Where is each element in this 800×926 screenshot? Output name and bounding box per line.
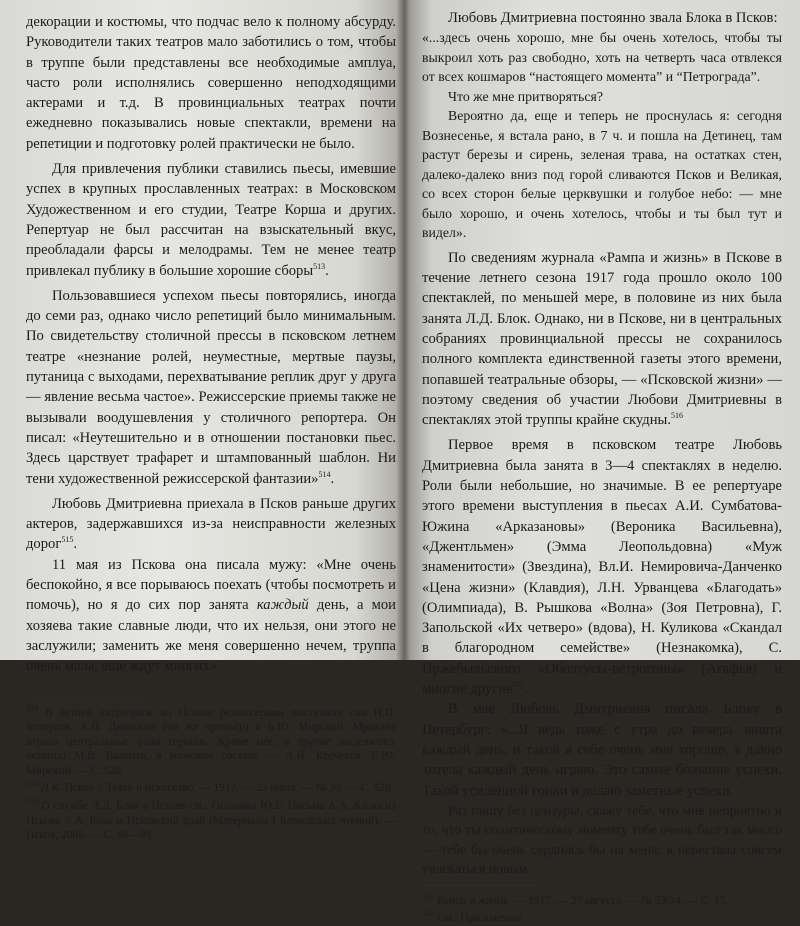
footnote-ref: 514 bbox=[318, 469, 331, 479]
footnote-ref: 517 bbox=[512, 680, 525, 690]
footnote: $^{516}$ Рампа и жизнь. — 1917. — 27 августа. — № 33/34. — С. 15. bbox=[422, 892, 729, 907]
footnote-ref: 516 bbox=[671, 411, 683, 421]
paragraph: По сведениям журнала «Рампа и жизнь» в Пскове в течение летнего сезона 1917 года прошло около 100 спектаклей, по меньшей мере, в половине из них была занята Л.Д. Блок. Однако, ни в Пскове, ни в центральных собраниях провинциальной прессы не сохранилось полного комплекта единственной газеты этого времени, попавшей театральные обзоры, — «Псковской жизни» — поэтому сведения об участии Любови Дмитриевны в спектаклях этой труппы крайне скудны.$^{516}$ bbox=[422, 249, 782, 429]
paragraph: Для привлечения публики ставились пьесы, имевшие успех в крупных прославленных театрах: в Московском Художественном и его студии, Театре Корша и других. Репертуар не был рассчитан на взыскательный вкус, преобладали фарсы и мелодрамы. Тем не менее театр привлекал публику в большие хорошие сборы$^{513}$. bbox=[26, 161, 396, 279]
footnote: $^{515}$ О службе Л.Д. Блок в Пскове см.: Галанина Ю.Е. Письма А.А. Блока из Пскова // А. Блок и Псковский край (Материалы I Блоковских чтений). — Псков, 2005. — С. 86—99. bbox=[26, 797, 396, 842]
footnote: $^{514}$ Л.К. Псков // Театр и искусство. — 1917. — 23 июля. — № 30. — С. 520. bbox=[26, 779, 394, 795]
right-body bbox=[422, 8, 782, 879]
paragraph: Любовь Дмитриевна постоянно звала Блока в Псков: bbox=[448, 10, 778, 26]
right-page bbox=[404, 0, 800, 925]
footnote-rule bbox=[26, 697, 146, 698]
paragraph: декорации и костюмы, что подчас вело к полному абсурду. Руководители таких театров мало заботились о том, чтобы в труппе были представлены все необходимые амплуа, часто роли исполнялись совершенно неподходящими актерами и т.д. В провинциальных театрах почти ежедневно показывались новые спектакли, времени на репетиции и подготовку ролей практически не было. bbox=[26, 14, 396, 152]
quote-paragraph: Вероятно да, еще и теперь не проснулась я: сегодня Вознесенье, я встала рано, в 7 ч. и пошла на Детинец, там растут березы и сирень, зеленая трава, на остатках стен, далеко-далеко вниз под горой сливаются Псков и Великая, со всех сторон белые церквушки и голубое небо: — мне было хорошо, и очень хотелось, чтобы и ты был тут и видел». bbox=[422, 108, 782, 241]
quote-paragraph: Что же мне притворяться? bbox=[448, 88, 603, 104]
left-body bbox=[26, 12, 396, 677]
quote-paragraph: «...здесь очень хорошо, мне бы очень хотелось, чтобы ты выкроил хоть раз свободно, хоть на четверть часа отвлекся от всех кошмаров “настоящего момента” и “Петрограда”. bbox=[422, 30, 782, 85]
left-page bbox=[0, 0, 404, 842]
book-gutter bbox=[396, 0, 410, 660]
paragraph: Любовь Дмитриевна приехала в Псков раньше других актеров, задержавшихся из-за неисправности железных дорог$^{515}$. bbox=[26, 495, 396, 553]
footnote-ref: 515 bbox=[61, 535, 74, 545]
italic-word: каждый bbox=[256, 597, 309, 614]
paragraph: В мае Любовь Дмитриевна писала Блоку в Петербург: «...Я ведь тоже с утра до вечера занята каждый день, и такой я себе очень мне хорошо, я давно хотела каждый день играю. Это самые большие успехи. Такой усиленной гонки и делаю заметные успехи. bbox=[422, 701, 782, 799]
paragraph: 11 мая из Пскова она писала мужу: «Мне очень беспокойно, я все порываюсь поехать (чтобы посмотреть и помочь), но я до сих пор занята каждый день, а мои хозяева такие славные люди, что их нельзя, они этого не заслужили; заменить же меня совершенно нечем, труппа очень мала, еще ждут многих». bbox=[26, 556, 396, 675]
paragraph: Пользовавшиеся успехом пьесы повторялись, иногда до семи раз, однако число репетиций было минимальным. По свидетельству столичной прессы в псковском летнем театре «незнание ролей, неуместные, мертвые паузы, путаница с выходами, перехватывание реплик друг у друга — явление весьма частое». Режиссерские приемы также не вызывали воодушевления у столичного репортера. Он писал: «Неутешительно и в отношении постановки пьес. Здесь царствует трафарет и штампованный шаблон. Ни тени художественной режиссерской фантазии»$^{514}$. bbox=[26, 287, 396, 487]
footnote: $^{513}$ В летней антрепризе во Пскове режиссерами выступали сам Н.П. Белоусов, А.П. Двинский (он же премьер) и Б.Ю. Мирский. Мравина играла центральные роли героинь. Кроме нее, в труппе выделялись актрисы М.В. Валента, в мужском составе — А.И. Кречетов, Е.Ю. Мирский. — С. 520. bbox=[26, 703, 396, 777]
left-footnotes bbox=[26, 703, 396, 843]
footnote-rule bbox=[422, 885, 542, 886]
footnote: $^{517}$ См.: Приложение. bbox=[422, 909, 525, 925]
right-footnotes bbox=[422, 894, 782, 926]
paragraph: Первое время в псковском театре Любовь Дмитриевна была занята в 3—4 спектаклях в неделю. Роли были небольшие, но значимые. В ее репертуаре этого времени выступления в пьесах А.И. Сумбатова-Южина «Арказановы» (Вероника Васильевна), «Джентльмен» (Эмма Леопольдовна) «Муж знаменитости» (Звездина), Вл.И. Немировича-Данченко «Цена жизни» (Клавдия), Л.Н. Урванцева «Благодать» (Олимпиада), В. Рышкова «Волна» (Зоя Петровна), Г. Запольской «Их четверо» (вдова), Н. Куликова «Скандал в благородном семействе» (Незнакомка), С. Пржебыльского «Оболтусы-ветрогоны» (Агафья) и многие другие$^{517}$. bbox=[422, 437, 782, 698]
quote-paragraph: Раз пишу без цензуры, скажу тебе, что мне неприятно и то, что ты политическому моменту тебе очень был так много — тебе бы очень сердился бы на меня: я перестала совсем увлекаться новым bbox=[422, 802, 782, 877]
footnote-ref: 513 bbox=[313, 261, 326, 271]
